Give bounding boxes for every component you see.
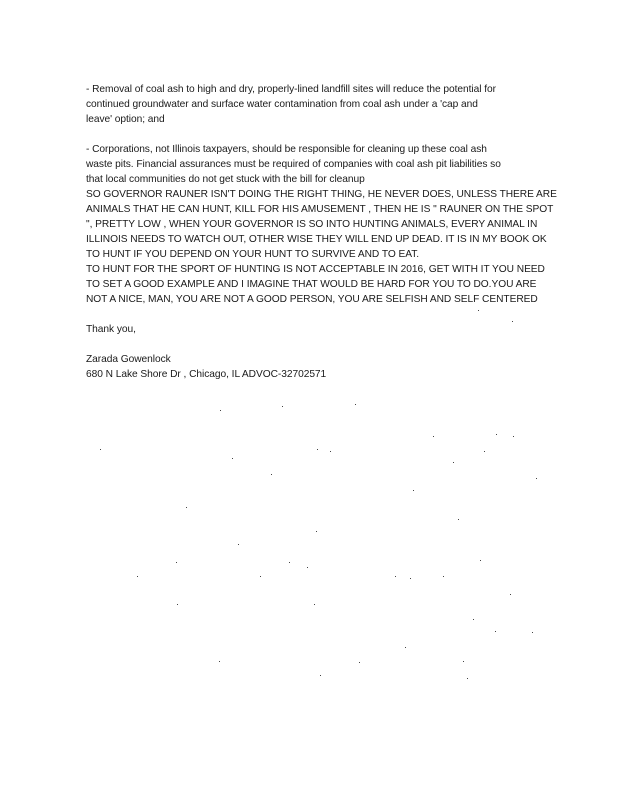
scan-speck — [317, 449, 318, 450]
closing: Thank you, — [86, 324, 136, 335]
scan-speck — [405, 647, 406, 648]
text-line: ANIMALS THAT HE CAN HUNT, KILL FOR HIS AMUSEMENT , THEN HE IS " RAUNER ON THE SPOT — [86, 204, 554, 215]
scan-speck — [513, 436, 514, 437]
scan-speck — [453, 462, 454, 463]
scan-speck — [484, 451, 485, 452]
text-line: TO HUNT IF YOU DEPEND ON YOUR HUNT TO SURVIVE AND TO EAT. — [86, 249, 420, 260]
text-line: ", PRETTY LOW , WHEN YOUR GOVERNOR IS SO INTO HUNTING ANIMALS, EVERY ANIMAL IN — [86, 219, 538, 230]
signer-name: Zarada Gowenlock — [86, 354, 171, 365]
scan-speck — [176, 562, 177, 563]
scan-speck — [495, 631, 496, 632]
letter-body — [86, 82, 557, 382]
text-line: SO GOVERNOR RAUNER ISN'T DOING THE RIGHT THING, HE NEVER DOES, UNLESS THERE ARE — [86, 189, 557, 200]
scan-speck — [289, 562, 290, 563]
scan-speck — [478, 310, 479, 311]
text-line: continued groundwater and surface water contamination from coal ash under a 'cap and — [86, 99, 478, 110]
scan-speck — [271, 474, 272, 475]
scan-speck — [137, 576, 138, 577]
scan-speck — [260, 576, 261, 577]
text-line: - Corporations, not Illinois taxpayers, should be responsible for cleaning up these coal ash — [86, 144, 487, 155]
scan-speck — [314, 604, 315, 605]
scan-speck — [463, 661, 464, 662]
scan-speck — [496, 434, 497, 435]
scan-speck — [480, 560, 481, 561]
scan-speck — [232, 458, 233, 459]
scan-speck — [219, 661, 220, 662]
scan-speck — [177, 604, 178, 605]
text-line: - Removal of coal ash to high and dry, properly-lined landfill sites will reduce the potential for — [86, 84, 496, 95]
scan-speck — [510, 594, 511, 595]
scan-speck — [355, 404, 356, 405]
scan-speck — [532, 632, 533, 633]
bullet-corporate-responsibility — [86, 142, 536, 187]
scan-speck — [220, 410, 221, 411]
scan-speck — [320, 675, 321, 676]
custom-comment — [86, 187, 557, 307]
scan-speck — [238, 544, 239, 545]
scan-speck — [186, 507, 187, 508]
scan-speck — [473, 619, 474, 620]
scan-speck — [330, 451, 331, 452]
scan-speck — [316, 531, 317, 532]
scan-speck — [413, 490, 414, 491]
scan-speck — [458, 519, 459, 520]
paragraph-gap — [86, 127, 536, 142]
scan-speck — [282, 406, 283, 407]
scan-speck — [467, 678, 468, 679]
bullet-coal-ash-removal — [86, 82, 536, 127]
scan-speck — [536, 478, 537, 479]
text-line: TO SET A GOOD EXAMPLE AND I IMAGINE THAT WOULD BE HARD FOR YOU TO DO.YOU ARE — [86, 279, 537, 290]
paragraph-gap — [86, 337, 536, 352]
scan-speck — [410, 578, 411, 579]
scan-speck — [443, 576, 444, 577]
text-line: leave' option; and — [86, 114, 165, 125]
scan-speck — [307, 567, 308, 568]
text-line: that local communities do not get stuck with the bill for cleanup — [86, 174, 365, 185]
text-line: TO HUNT FOR THE SPORT OF HUNTING IS NOT ACCEPTABLE IN 2016, GET WITH IT YOU NEED — [86, 264, 545, 275]
text-line: ILLINOIS NEEDS TO WATCH OUT, OTHER WISE THEY WILL END UP DEAD. IT IS IN MY BOOK OK — [86, 234, 547, 245]
signer-address: 680 N Lake Shore Dr , Chicago, IL ADVOC-32702571 — [86, 369, 327, 380]
text-line: NOT A NICE, MAN, YOU ARE NOT A GOOD PERSON, YOU ARE SELFISH AND SELF CENTERED — [86, 294, 538, 305]
scan-speck — [395, 576, 396, 577]
scan-speck — [433, 436, 434, 437]
paragraph-gap — [86, 307, 536, 322]
scan-speck — [512, 321, 513, 322]
text-line: waste pits. Financial assurances must be required of companies with coal ash pit liabilities so — [86, 159, 501, 170]
scan-speck — [359, 662, 360, 663]
scan-speck — [100, 449, 101, 450]
